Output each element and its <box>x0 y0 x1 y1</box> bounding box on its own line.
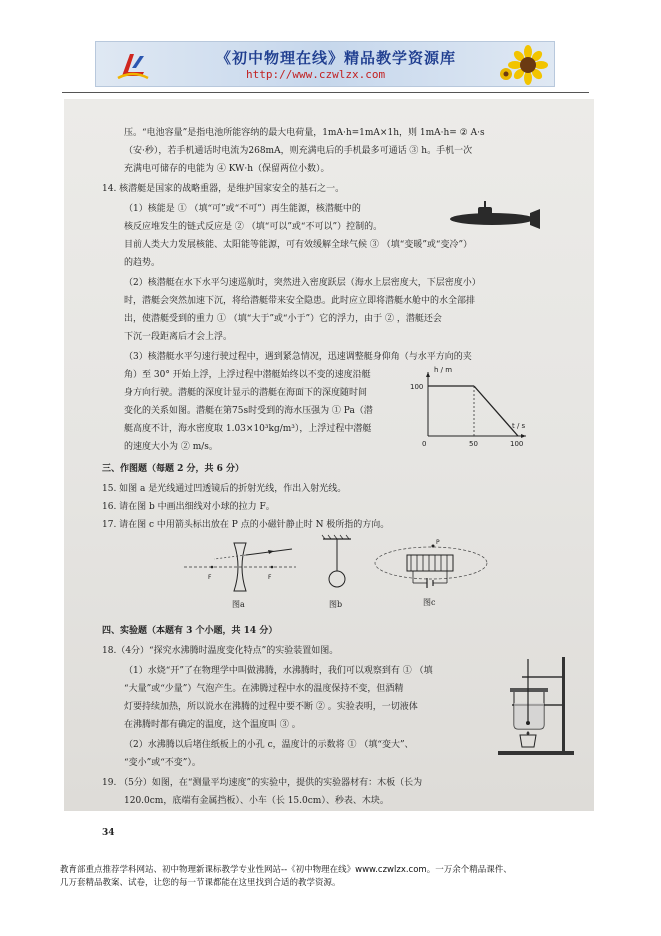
figure-b-pendulum <box>309 535 369 611</box>
text-line: “大量”或“少量”）气泡产生。在沸腾过程中水的温度保持不变，但酒精 <box>124 684 404 694</box>
section-heading: 四、实验题（本题有 3 个小题，共 14 分） <box>102 626 278 636</box>
figure-a-caption: 图a <box>232 600 245 609</box>
header-rule <box>62 92 589 93</box>
text-line: 19. （5分）如图，在“测量平均速度”的实验中，提供的实验器材有：木板（长为 <box>102 778 423 788</box>
point-p-label: P <box>436 539 440 546</box>
text-line: 17. 请在图 c 中用箭头标出放在 P 点的小磁针静止时 N 极所指的方向。 <box>102 520 390 530</box>
text-line: （1）水烧“开”了在物理学中叫做沸腾，水沸腾时，我们可以观察到有 ① （填 <box>124 666 433 676</box>
text-line: 变化的关系如图。潜艇在第75s时受到的海水压强为 ① Pa（潜 <box>124 406 373 416</box>
text-line: 15. 如图 a 是光线通过凹透镜后的折射光线，作出入射光线。 <box>102 484 347 494</box>
page-number: 34 <box>102 828 115 838</box>
text-line: （2）水沸腾以后堵住纸板上的小孔 c，温度计的示数将 ① （填“变大”、 <box>124 740 414 750</box>
figure-b-caption: 图b <box>329 600 343 609</box>
figure-c-caption: 图c <box>423 598 436 607</box>
text-line: （3）核潜艇水平匀速行驶过程中，遇到紧急情况，迅速调整艇身仰角（与水平方向的夹 <box>124 352 472 362</box>
text-line: 艇高度不计，海水密度取 1.03×10³kg/m³），上浮过程中潜艇 <box>124 424 372 434</box>
text-line: 充满电可储存的电能为 ④ KW·h（保留两位小数）。 <box>124 164 330 174</box>
figure-c-solenoid <box>369 533 499 613</box>
text-line: （2）核潜艇在水下水平匀速巡航时，突然进入密度跃层（海水上层密度大，下层密度小） <box>124 278 481 288</box>
text-line: “变小”或“不变”）。 <box>124 758 201 768</box>
text-line: 16. 请在图 b 中画出细线对小球的拉力 F。 <box>102 502 275 512</box>
x-tick-label: 50 <box>469 440 478 448</box>
footer-line: 几万套精品教案、试卷，让您的每一节课都能在这里找到合适的教学资源。 <box>60 878 341 888</box>
text-line: 核反应堆发生的链式反应是 ② （填“可以”或“不可以”）控制的。 <box>124 222 383 232</box>
banner-url[interactable]: http://www.czwlzx.com <box>246 68 386 81</box>
text-line: 的速度大小为 ② m/s。 <box>124 442 218 452</box>
banner-title: 《初中物理在线》精品教学资源库 <box>216 49 457 67</box>
text-line: 的趋势。 <box>124 258 161 268</box>
focal-point-label: F <box>208 574 212 581</box>
text-line: 14. 核潜艇是国家的战略重器，是维护国家安全的基石之一。 <box>102 184 345 194</box>
text-line: 120.0cm，底端有金属挡板）、小车（长 15.0cm）、秒表、木块。 <box>124 796 389 806</box>
submarine-icon <box>444 199 544 229</box>
section-heading: 三、作图题（每题 2 分，共 6 分） <box>102 464 245 474</box>
footer-notice <box>60 864 620 890</box>
text-line: 18.（4分）“探究水沸腾时温度变化特点”的实验装置如图。 <box>102 646 339 656</box>
figure-a-concave-lens <box>174 537 304 611</box>
footer-line: 教育部重点推荐学科网站、初中物理新课标教学专业性网站--《初中物理在线》www.czwlzx.com。一万余个精品课件、 <box>60 865 512 875</box>
text-line: 压。“电池容量”是指电池所能容纳的最大电荷量，1mA·h=1mA×1h，则 1mA·h= ② A·s <box>124 128 485 138</box>
x-tick-label: 100 <box>510 440 524 448</box>
text-line: 角）至 30° 开始上浮，上浮过程中潜艇始终以不变的速度沿艇 <box>124 370 371 380</box>
sunflower-icon <box>498 44 548 86</box>
x-tick-label: 0 <box>422 440 427 448</box>
header-banner <box>95 41 555 87</box>
scanned-page <box>64 99 594 838</box>
focal-point-label: F <box>268 574 272 581</box>
text-line: （安·秒），若手机通话时电流为268mA，则充满电后的手机最多可通话 ③ h。手机一次 <box>124 146 473 156</box>
text-line: 目前人类大力发展核能、太阳能等能源，可有效缓解全球气候 ③ （填“变暖”或“变冷”） <box>124 240 473 250</box>
x-axis-label: t / s <box>512 422 526 430</box>
y-axis-label: h / m <box>434 366 453 374</box>
text-line: （1）核能是 ① （填“可”或“不可”）再生能源，核潜艇中的 <box>124 204 361 214</box>
text-line: 在沸腾时都有确定的温度，这个温度叫 ③ 。 <box>124 720 301 730</box>
depth-time-graph <box>394 364 534 454</box>
boiling-apparatus-figure <box>492 647 582 757</box>
text-line: 出，使潜艇受到的重力 ① （填“大于”或“小于”）它的浮力，由于 ② ，潜艇还会 <box>124 314 442 324</box>
site-logo-icon <box>116 48 150 82</box>
text-line: 下沉一段距离后才会上浮。 <box>124 332 233 342</box>
text-line: 身方向行驶。潜艇的深度计显示的潜艇在海面下的深度随时间 <box>124 388 368 398</box>
text-line: 灯要持续加热，所以说水在沸腾的过程中要不断 ② 。实验表明，一切液体 <box>124 702 418 712</box>
text-line: 时，潜艇会突然加速下沉，将给潜艇带来安全隐患。此时应立即将潜艇水舱中的水全部排 <box>124 296 476 306</box>
y-tick-label: 100 <box>410 383 424 391</box>
ball <box>329 571 345 587</box>
